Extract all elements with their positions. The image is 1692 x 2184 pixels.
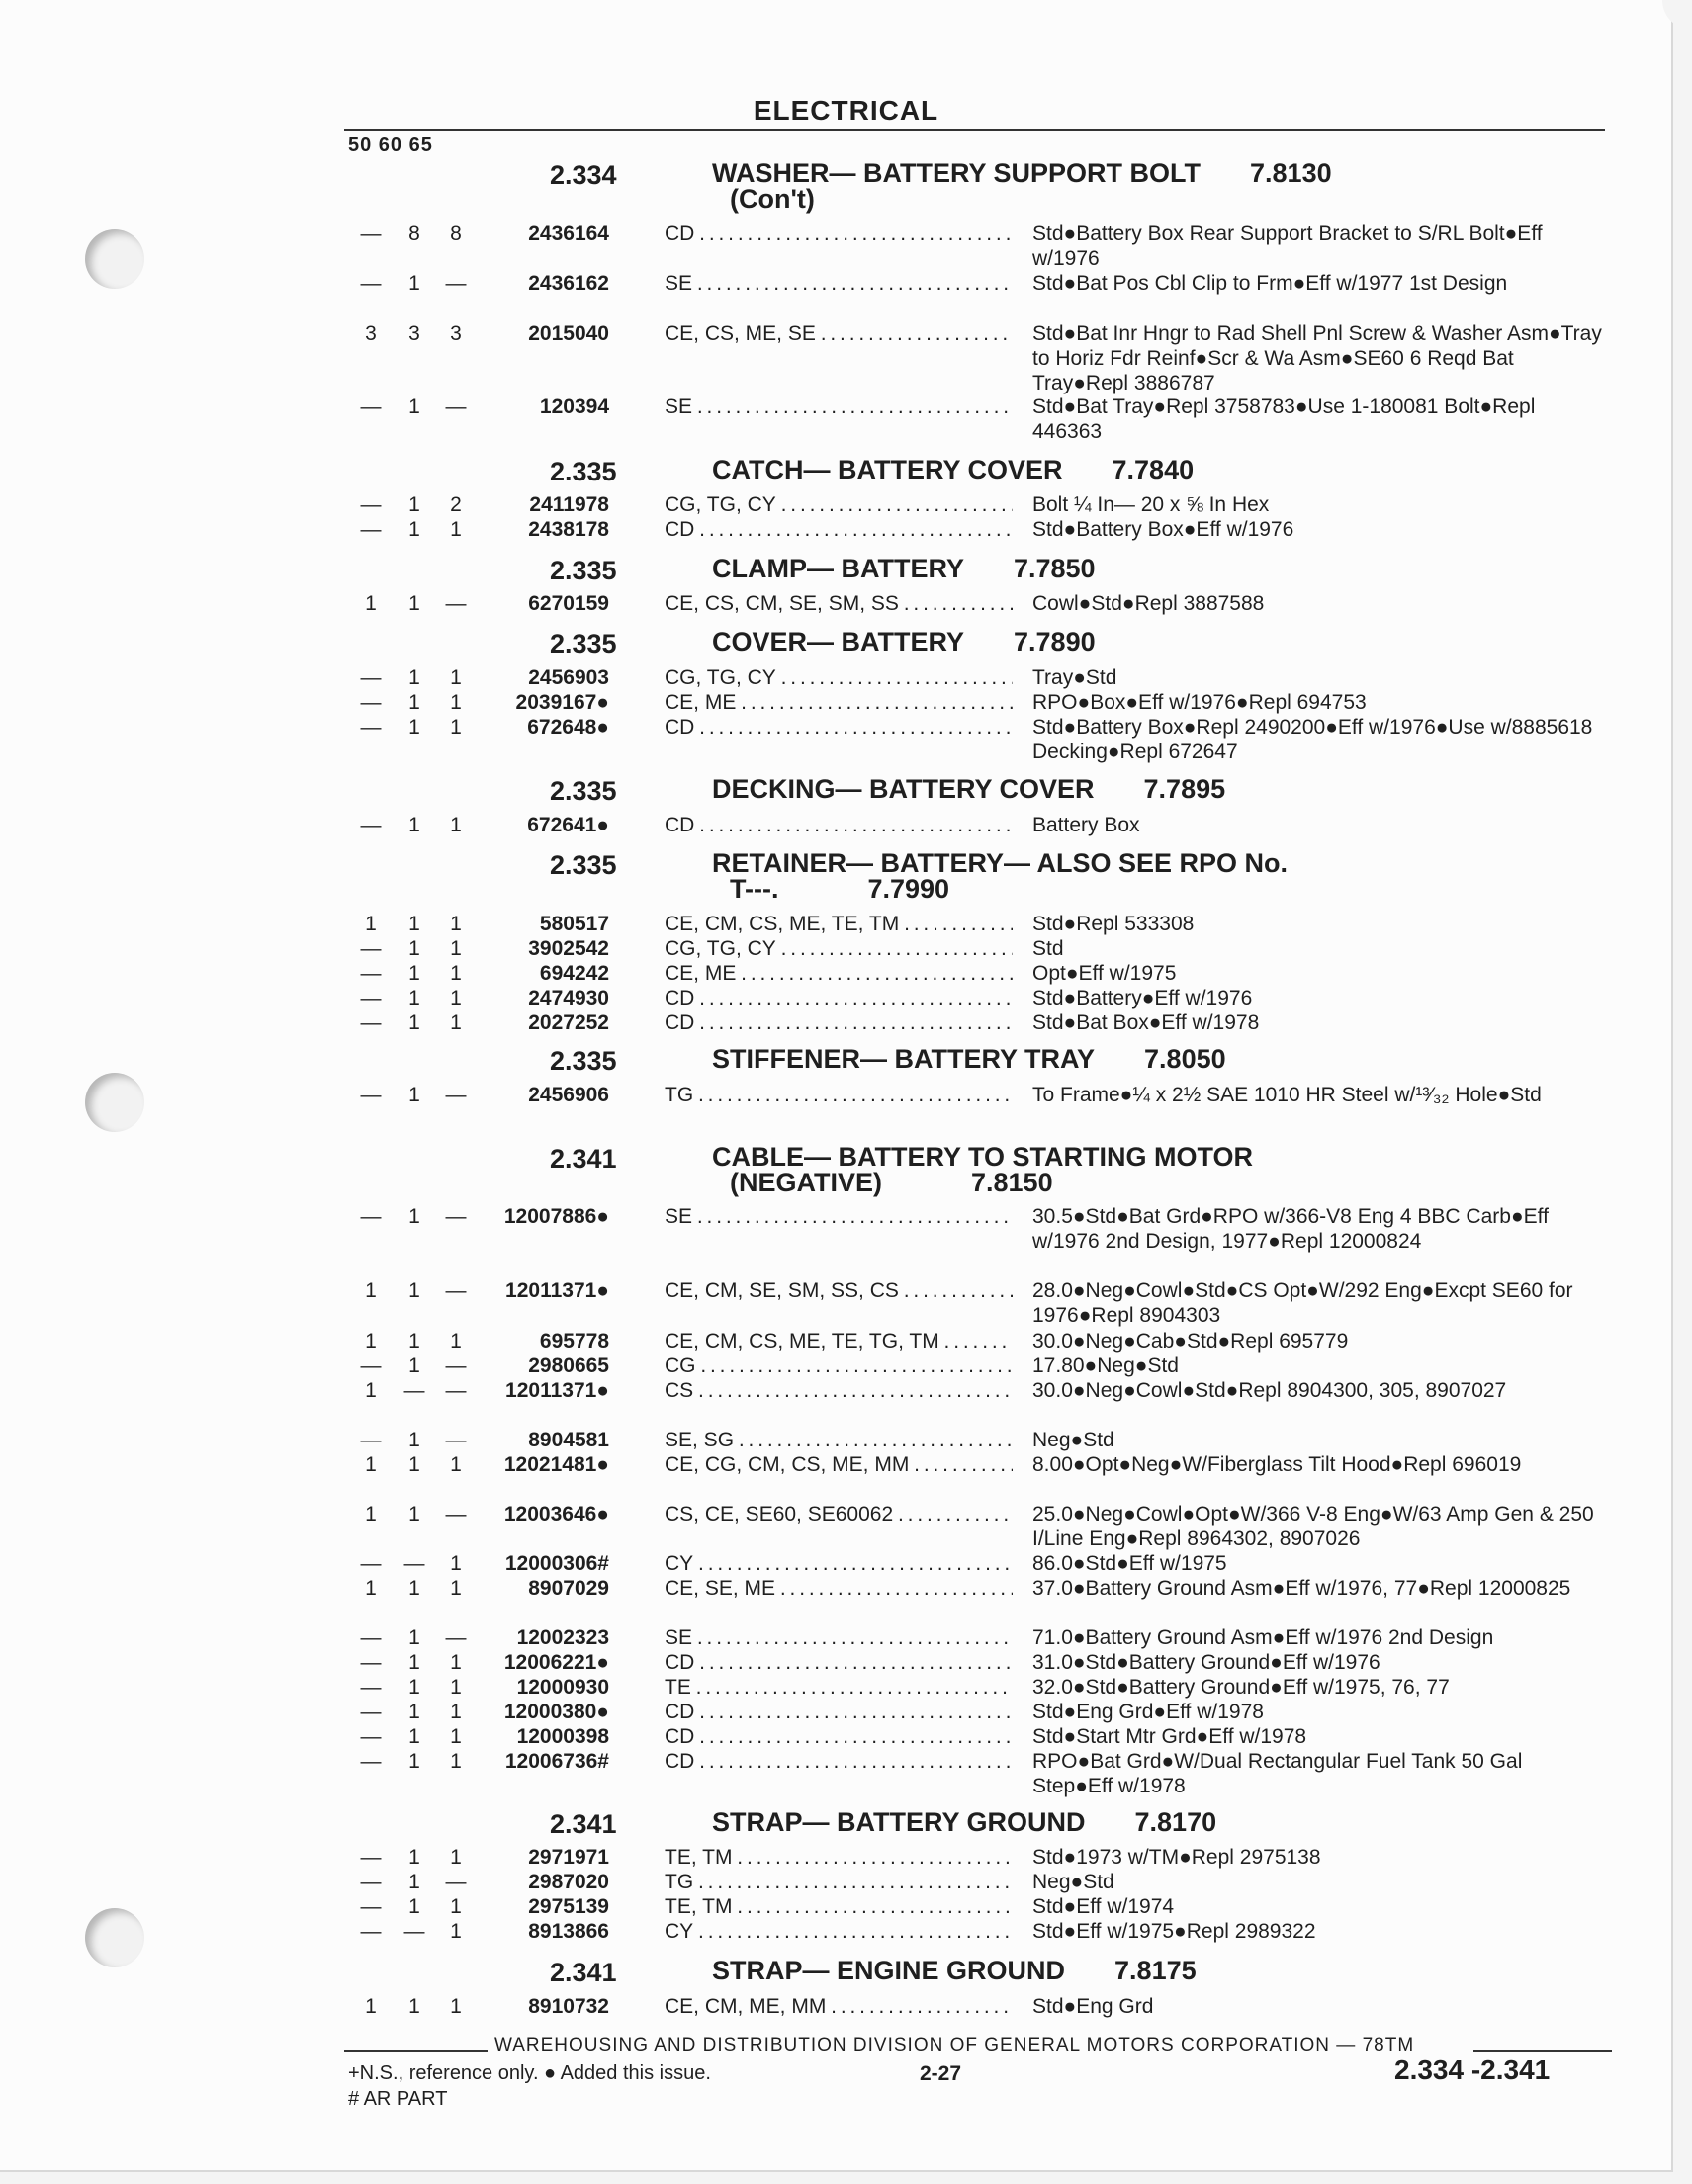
model-codes: CE, CS, ME, SE . . . xyxy=(665,321,1013,346)
model-codes: CY . . . xyxy=(665,1919,1013,1944)
section-code: 7.7895 xyxy=(1143,774,1226,804)
qty-1950: — xyxy=(360,1084,382,1106)
model-codes: TE, TM . . . xyxy=(665,1845,1013,1870)
qty-1950: — xyxy=(360,1676,382,1699)
part-description: 32.0●Std●Battery Ground●Eff w/1975, 76, 77 xyxy=(1032,1676,1450,1699)
qty-1950: — xyxy=(360,395,382,418)
qty-1960: 1 xyxy=(408,1205,420,1228)
part-number: 2975139 xyxy=(528,1895,609,1918)
part-number: 2411978 xyxy=(529,493,609,516)
qty-1950: — xyxy=(360,937,382,960)
qty-1950: — xyxy=(360,272,382,295)
qty-1965: 1 xyxy=(450,1725,462,1748)
part-description: Neg●Std xyxy=(1032,1429,1114,1451)
qty-1965: 1 xyxy=(450,1676,462,1699)
model-codes: SE . . . xyxy=(665,394,1013,419)
part-number: 672641● xyxy=(527,814,609,836)
model-codes: CG, TG, CY . . . xyxy=(665,936,1013,961)
part-description: 8.00●Opt●Neg●W/Fiberglass Tilt Hood●Repl 696019 xyxy=(1032,1453,1522,1476)
qty-1965: — xyxy=(445,1626,467,1649)
part-number: 2987020 xyxy=(528,1871,609,1893)
qty-1965: 2 xyxy=(450,493,462,516)
section-title xyxy=(712,850,1582,902)
qty-1960: 1 xyxy=(408,395,420,418)
qty-1965: 1 xyxy=(450,691,462,714)
qty-1965: 1 xyxy=(450,1651,462,1674)
model-codes: TE . . . xyxy=(665,1675,1013,1700)
part-description: Std●1973 w/TM●Repl 2975138 xyxy=(1032,1846,1321,1869)
qty-1950: — xyxy=(360,1626,382,1649)
model-codes: CD . . . xyxy=(665,813,1013,837)
qty-1965: — xyxy=(445,1429,467,1451)
qty-1965: 1 xyxy=(450,518,462,541)
section-number: 2.335 xyxy=(550,776,617,806)
section-title xyxy=(712,457,1582,482)
model-codes: CD . . . xyxy=(665,1010,1013,1035)
part-number: 120394 xyxy=(539,395,609,418)
qty-1965: 1 xyxy=(450,1846,462,1869)
section-number: 2.341 xyxy=(550,1144,617,1174)
part-description: Std●Eff w/1974 xyxy=(1032,1895,1175,1918)
qty-1960: — xyxy=(403,1920,425,1943)
qty-1950: — xyxy=(360,987,382,1009)
qty-1950: 1 xyxy=(365,1995,377,2018)
qty-1950: — xyxy=(360,1846,382,1869)
section-number: 2.334 xyxy=(550,160,617,190)
model-codes: CD . . . xyxy=(665,517,1013,542)
model-codes: TG . . . xyxy=(665,1083,1013,1107)
page-number: 2-27 xyxy=(920,2062,962,2085)
section-subtitle: (NEGATIVE) xyxy=(730,1168,882,1197)
qty-1960: 1 xyxy=(408,1503,420,1526)
section-number: 2.335 xyxy=(550,457,617,486)
qty-1965: 1 xyxy=(450,937,462,960)
part-number: 8913866 xyxy=(528,1920,609,1943)
model-codes: SE, SG . . . xyxy=(665,1428,1013,1452)
qty-1960: 1 xyxy=(408,1895,420,1918)
part-description: Std●Bat Inr Hngr to Rad Shell Pnl Screw & Washer Asm●Tray to Horiz Fdr Reinf●Scr & Wa Asm●SE60 6 Reqd Bat Tray●Repl 3886787 xyxy=(1032,322,1602,394)
part-description: RPO●Box●Eff w/1976●Repl 694753 xyxy=(1032,691,1367,714)
section-code: 7.7990 xyxy=(867,874,950,904)
part-description: Tray●Std xyxy=(1032,666,1117,689)
qty-1950: 1 xyxy=(365,592,377,615)
qty-1950: — xyxy=(360,1429,382,1451)
model-codes: SE . . . xyxy=(665,1625,1013,1650)
qty-1960: 1 xyxy=(408,1750,420,1773)
qty-1950: 1 xyxy=(365,1453,377,1476)
part-number: 12007886● xyxy=(503,1205,609,1228)
qty-1960: 1 xyxy=(408,691,420,714)
model-codes: SE . . . xyxy=(665,271,1013,296)
part-description: Cowl●Std●Repl 3887588 xyxy=(1032,592,1265,615)
qty-1950: — xyxy=(360,1920,382,1943)
model-codes: CG . . . xyxy=(665,1354,1013,1378)
qty-1965: — xyxy=(445,1205,467,1228)
part-number: 12002323 xyxy=(516,1626,609,1649)
part-number: 8907029 xyxy=(528,1577,609,1600)
qty-1965: 1 xyxy=(450,1701,462,1723)
section-code: 7.7890 xyxy=(1014,627,1096,656)
part-description: Std●Battery●Eff w/1976 xyxy=(1032,987,1253,1009)
part-description: 17.80●Neg●Std xyxy=(1032,1354,1179,1377)
qty-1960: 1 xyxy=(408,1429,420,1451)
qty-1950: 3 xyxy=(365,322,377,345)
part-description: Battery Box xyxy=(1032,814,1140,836)
qty-1960: 1 xyxy=(408,1995,420,2018)
qty-1950: — xyxy=(360,1701,382,1723)
qty-1965: 1 xyxy=(450,1920,462,1943)
section-subtitle: (Con't) xyxy=(730,184,815,214)
qty-1965: 1 xyxy=(450,666,462,689)
footer-divider xyxy=(1473,2050,1612,2052)
section-title xyxy=(712,776,1582,802)
part-number: 12000398 xyxy=(516,1725,609,1748)
section-number: 2.335 xyxy=(550,629,617,658)
section-title-text: STIFFENER— BATTERY TRAY xyxy=(712,1044,1096,1074)
model-codes: CS, CE, SE60, SE60062 . . . xyxy=(665,1502,1013,1527)
model-codes: CE, SE, ME . . . xyxy=(665,1576,1013,1601)
qty-1965: 3 xyxy=(450,322,462,345)
part-number: 12003646● xyxy=(503,1503,609,1526)
qty-1960: 1 xyxy=(408,1453,420,1476)
model-codes: CD . . . xyxy=(665,1724,1013,1749)
qty-1960: 1 xyxy=(408,1354,420,1377)
section-title xyxy=(712,1046,1582,1072)
part-description: Std●Eng Grd xyxy=(1032,1995,1154,2018)
part-description: 28.0●Neg●Cowl●Std●CS Opt●W/292 Eng●Excpt SE60 for 1976●Repl 8904303 xyxy=(1032,1279,1573,1327)
qty-1965: 1 xyxy=(450,1330,462,1353)
part-number: 695778 xyxy=(539,1330,609,1353)
qty-1965: — xyxy=(445,1503,467,1526)
section-code: 7.8050 xyxy=(1144,1044,1226,1074)
part-description: 37.0●Battery Ground Asm●Eff w/1976, 77●Repl 12000825 xyxy=(1032,1577,1571,1600)
model-codes: CE, CM, ME, MM . . . xyxy=(665,1994,1013,2019)
part-number: 3902542 xyxy=(528,937,609,960)
part-number: 6270159 xyxy=(528,592,609,615)
qty-1965: — xyxy=(445,395,467,418)
section-title xyxy=(712,160,1582,212)
part-number: 8904581 xyxy=(528,1429,609,1451)
part-description: 71.0●Battery Ground Asm●Eff w/1976 2nd Design xyxy=(1032,1626,1494,1649)
part-description: Std●Eng Grd●Eff w/1978 xyxy=(1032,1701,1264,1723)
qty-1950: — xyxy=(360,1011,382,1034)
part-description: Std●Repl 533308 xyxy=(1032,913,1195,935)
qty-1965: — xyxy=(445,272,467,295)
qty-1965: 1 xyxy=(450,1750,462,1773)
qty-1950: 1 xyxy=(365,913,377,935)
qty-1965: — xyxy=(445,1279,467,1302)
section-title-text: RETAINER— BATTERY— ALSO SEE RPO No. xyxy=(712,848,1289,878)
model-codes: CE, CM, CS, ME, TE, TM . . . xyxy=(665,912,1013,936)
qty-1950: 1 xyxy=(365,1330,377,1353)
part-number: 12006221● xyxy=(503,1651,609,1674)
footer-legend-ar: # AR PART xyxy=(348,2088,448,2110)
qty-1950: — xyxy=(360,1354,382,1377)
qty-1965: 1 xyxy=(450,1995,462,2018)
part-number: 12000306# xyxy=(504,1552,609,1575)
qty-1965: 1 xyxy=(450,1552,462,1575)
part-number: 2474930 xyxy=(528,987,609,1009)
section-title-text: CABLE— BATTERY TO STARTING MOTOR xyxy=(712,1142,1254,1172)
qty-1965: — xyxy=(445,1871,467,1893)
part-description: Std●Bat Pos Cbl Clip to Frm●Eff w/1977 1st Design xyxy=(1032,272,1508,295)
footer-organization: WAREHOUSING AND DISTRIBUTION DIVISION OF GENERAL MOTORS CORPORATION — 78TM xyxy=(494,2035,1415,2055)
qty-1950: — xyxy=(360,1871,382,1893)
model-codes: CD . . . xyxy=(665,715,1013,740)
qty-1950: 1 xyxy=(365,1279,377,1302)
section-code: 7.8130 xyxy=(1250,158,1332,188)
page-title: ELECTRICAL xyxy=(753,95,939,126)
qty-1950: — xyxy=(360,493,382,516)
model-codes: CE, CM, CS, ME, TE, TG, TM . . . xyxy=(665,1329,1013,1354)
part-number: 580517 xyxy=(539,913,609,935)
qty-1960: 3 xyxy=(408,322,420,345)
part-description: Bolt ¼ In— 20 x ⅝ In Hex xyxy=(1032,493,1270,516)
qty-1960: 1 xyxy=(408,1871,420,1893)
page-range: 2.334 -2.341 xyxy=(1394,2054,1551,2085)
part-number: 12011371● xyxy=(505,1379,609,1402)
model-codes: CE, ME . . . xyxy=(665,690,1013,715)
qty-1965: 1 xyxy=(450,1577,462,1600)
qty-1965: — xyxy=(445,1354,467,1377)
section-title-text: DECKING— BATTERY COVER xyxy=(712,774,1095,804)
part-number: 12000380● xyxy=(503,1701,609,1723)
qty-1950: — xyxy=(360,666,382,689)
qty-1965: — xyxy=(445,1084,467,1106)
part-description: 31.0●Std●Battery Ground●Eff w/1976 xyxy=(1032,1651,1380,1674)
part-description: Std xyxy=(1032,937,1064,960)
section-title-text: WASHER— BATTERY SUPPORT BOLT xyxy=(712,158,1202,188)
qty-1960: 1 xyxy=(408,493,420,516)
qty-1960: 1 xyxy=(408,987,420,1009)
part-description: Std●Battery Box●Eff w/1976 xyxy=(1032,518,1294,541)
qty-1965: — xyxy=(445,1379,467,1402)
section-title-text: CATCH— BATTERY COVER xyxy=(712,455,1063,484)
model-codes: CG, TG, CY . . . xyxy=(665,492,1013,517)
part-description: Std●Eff w/1975●Repl 2989322 xyxy=(1032,1920,1316,1943)
section-title-text: COVER— BATTERY xyxy=(712,627,965,656)
qty-1960: 1 xyxy=(408,1577,420,1600)
section-title xyxy=(712,629,1582,655)
model-codes: SE . . . xyxy=(665,1204,1013,1229)
model-codes: CS . . . xyxy=(665,1378,1013,1403)
model-codes: CE, ME . . . xyxy=(665,961,1013,986)
qty-1950: — xyxy=(360,1725,382,1748)
year-columns-header: 50 60 65 xyxy=(348,134,433,156)
qty-1950: — xyxy=(360,1651,382,1674)
qty-1960: 1 xyxy=(408,1651,420,1674)
part-number: 2456906 xyxy=(528,1084,609,1106)
part-description: Std●Bat Box●Eff w/1978 xyxy=(1032,1011,1260,1034)
section-title xyxy=(712,1144,1582,1195)
model-codes: CE, CM, SE, SM, SS, CS . . . xyxy=(665,1278,1013,1303)
qty-1960: 1 xyxy=(408,272,420,295)
qty-1950: 1 xyxy=(365,1503,377,1526)
section-number: 2.335 xyxy=(550,556,617,585)
section-code: 7.8170 xyxy=(1134,1807,1217,1837)
qty-1950: — xyxy=(360,518,382,541)
section-number: 2.341 xyxy=(550,1809,617,1839)
qty-1960: 8 xyxy=(408,222,420,245)
qty-1960: 1 xyxy=(408,1846,420,1869)
part-number: 2436162 xyxy=(528,272,609,295)
part-description: Std●Bat Tray●Repl 3758783●Use 1-180081 Bolt●Repl 446363 xyxy=(1032,395,1536,443)
qty-1965: 1 xyxy=(450,1453,462,1476)
qty-1950: — xyxy=(360,1205,382,1228)
part-description: RPO●Bat Grd●W/Dual Rectangular Fuel Tank 50 Gal Step●Eff w/1978 xyxy=(1032,1750,1523,1797)
qty-1960: 1 xyxy=(408,814,420,836)
part-number: 2971971 xyxy=(528,1846,609,1869)
qty-1965: 1 xyxy=(450,1011,462,1034)
qty-1950: — xyxy=(360,962,382,985)
qty-1950: 1 xyxy=(365,1379,377,1402)
section-code: 7.8150 xyxy=(971,1168,1053,1197)
section-title-text: CLAMP— BATTERY xyxy=(712,554,964,583)
part-number: 694242 xyxy=(539,962,609,985)
qty-1960: 1 xyxy=(408,1626,420,1649)
part-number: 8910732 xyxy=(528,1995,609,2018)
part-number: 2438178 xyxy=(528,518,609,541)
part-number: 672648● xyxy=(527,716,609,739)
qty-1950: — xyxy=(360,1750,382,1773)
part-description: Opt●Eff w/1975 xyxy=(1032,962,1177,985)
part-description: To Frame●¼ x 2½ SAE 1010 HR Steel w/¹³⁄₃₂ Hole●Std xyxy=(1032,1084,1542,1106)
qty-1960: 1 xyxy=(408,1084,420,1106)
part-description: 30.5●Std●Bat Grd●RPO w/366-V8 Eng 4 BBC Carb●Eff w/1976 2nd Design, 1977●Repl 12000824 xyxy=(1032,1205,1549,1253)
qty-1960: 1 xyxy=(408,716,420,739)
footer-divider xyxy=(344,2050,488,2052)
part-number: 2436164 xyxy=(528,222,609,245)
qty-1965: 1 xyxy=(450,987,462,1009)
part-description: 86.0●Std●Eff w/1975 xyxy=(1032,1552,1227,1575)
footer-legend: +N.S., reference only. ● Added this issue. xyxy=(348,2062,711,2084)
model-codes: TG . . . xyxy=(665,1870,1013,1894)
part-number: 2980665 xyxy=(528,1354,609,1377)
part-description: 30.0●Neg●Cab●Std●Repl 695779 xyxy=(1032,1330,1349,1353)
section-number: 2.341 xyxy=(550,1958,617,1987)
qty-1950: — xyxy=(360,691,382,714)
model-codes: CE, CG, CM, CS, ME, MM . . . xyxy=(665,1452,1013,1477)
model-codes: CE, CS, CM, SE, SM, SS . . . xyxy=(665,591,1013,616)
qty-1960: 1 xyxy=(408,592,420,615)
model-codes: CD . . . xyxy=(665,986,1013,1010)
qty-1960: 1 xyxy=(408,1011,420,1034)
section-title xyxy=(712,556,1582,581)
section-number: 2.335 xyxy=(550,850,617,880)
part-number: 2039167● xyxy=(515,691,609,714)
qty-1950: — xyxy=(360,1895,382,1918)
section-subtitle: T---. xyxy=(730,874,779,904)
qty-1965: 8 xyxy=(450,222,462,245)
part-number: 12006736# xyxy=(504,1750,609,1773)
qty-1960: 1 xyxy=(408,1279,420,1302)
part-number: 12011371● xyxy=(505,1279,609,1302)
part-description: 25.0●Neg●Cowl●Opt●W/366 V-8 Eng●W/63 Amp Gen & 250 I/Line Eng●Repl 8964302, 8907026 xyxy=(1032,1503,1594,1550)
qty-1960: 1 xyxy=(408,1330,420,1353)
qty-1965: 1 xyxy=(450,814,462,836)
model-codes: TE, TM . . . xyxy=(665,1894,1013,1919)
model-codes: CD . . . xyxy=(665,1650,1013,1675)
part-description: Std●Battery Box Rear Support Bracket to S/RL Bolt●Eff w/1976 xyxy=(1032,222,1543,270)
qty-1960: 1 xyxy=(408,913,420,935)
qty-1950: — xyxy=(360,222,382,245)
section-title-text: STRAP— ENGINE GROUND xyxy=(712,1956,1066,1985)
qty-1965: 1 xyxy=(450,913,462,935)
section-title-text: STRAP— BATTERY GROUND xyxy=(712,1807,1086,1837)
part-description: Std●Start Mtr Grd●Eff w/1978 xyxy=(1032,1725,1307,1748)
part-number: 12000930 xyxy=(516,1676,609,1699)
section-title xyxy=(712,1809,1582,1835)
part-description: 30.0●Neg●Cowl●Std●Repl 8904300, 305, 8907027 xyxy=(1032,1379,1507,1402)
section-code: 7.8175 xyxy=(1114,1956,1197,1985)
qty-1965: 1 xyxy=(450,962,462,985)
qty-1950: — xyxy=(360,814,382,836)
qty-1960: — xyxy=(403,1552,425,1575)
part-number: 2456903 xyxy=(528,666,609,689)
part-number: 12021481● xyxy=(503,1453,609,1476)
model-codes: CY . . . xyxy=(665,1551,1013,1576)
qty-1965: — xyxy=(445,592,467,615)
model-codes: CG, TG, CY . . . xyxy=(665,665,1013,690)
qty-1965: 1 xyxy=(450,716,462,739)
model-codes: CD . . . xyxy=(665,1700,1013,1724)
model-codes: CD . . . xyxy=(665,221,1013,246)
qty-1960: 1 xyxy=(408,937,420,960)
qty-1960: 1 xyxy=(408,1725,420,1748)
part-description: Neg●Std xyxy=(1032,1871,1114,1893)
section-code: 7.7850 xyxy=(1013,554,1096,583)
qty-1960: 1 xyxy=(408,1701,420,1723)
qty-1950: 1 xyxy=(365,1577,377,1600)
section-number: 2.335 xyxy=(550,1046,617,1076)
qty-1960: 1 xyxy=(408,666,420,689)
part-number: 2015040 xyxy=(528,322,609,345)
qty-1950: — xyxy=(360,716,382,739)
section-title xyxy=(712,1958,1582,1983)
qty-1960: 1 xyxy=(408,1676,420,1699)
qty-1960: 1 xyxy=(408,518,420,541)
section-code: 7.7840 xyxy=(1112,455,1195,484)
part-number: 2027252 xyxy=(528,1011,609,1034)
qty-1960: 1 xyxy=(408,962,420,985)
qty-1960: — xyxy=(403,1379,425,1402)
qty-1965: 1 xyxy=(450,1895,462,1918)
model-codes: CD . . . xyxy=(665,1749,1013,1774)
qty-1950: — xyxy=(360,1552,382,1575)
part-description: Std●Battery Box●Repl 2490200●Eff w/1976●Use w/8885618 Decking●Repl 672647 xyxy=(1032,716,1593,763)
